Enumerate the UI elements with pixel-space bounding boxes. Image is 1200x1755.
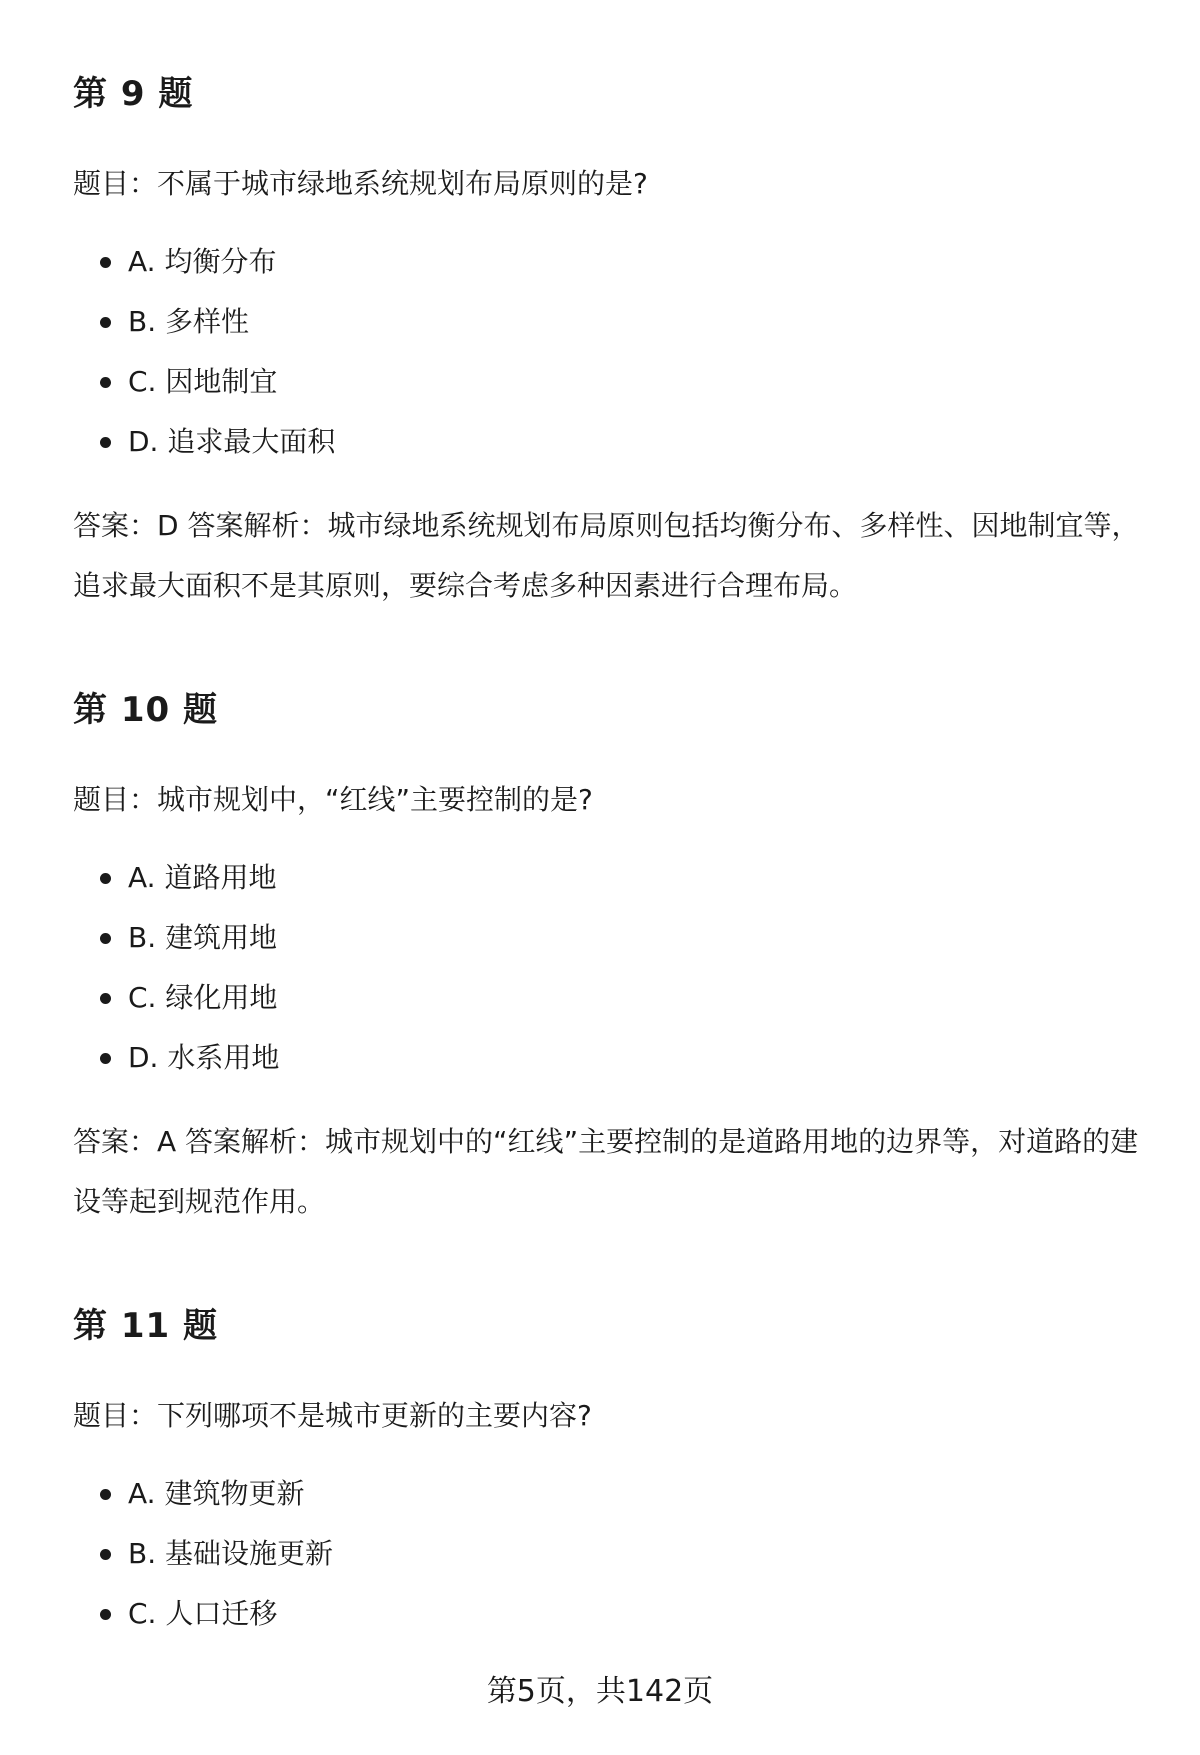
option-a: A. 建筑物更新 (73, 1474, 1153, 1534)
question-stem: 题目：下列哪项不是城市更新的主要内容? (73, 1399, 592, 1432)
answer-explanation: 答案：A 答案解析：城市规划中的“红线”主要控制的是道路用地的边界等，对道路的建设等起到规范作用。 (73, 1125, 1139, 1218)
question-stem: 题目：城市规划中，“红线”主要控制的是? (73, 783, 593, 816)
option-a: A. 均衡分布 (73, 242, 1153, 302)
option-d: D. 追求最大面积 (73, 422, 1153, 482)
option-c: C. 绿化用地 (73, 978, 1153, 1038)
option-b: B. 建筑用地 (73, 918, 1153, 978)
option-d: D. 水系用地 (73, 1038, 1153, 1098)
option-b: B. 基础设施更新 (73, 1534, 1153, 1594)
option-list (73, 242, 1153, 482)
question-title: 第 10 题 (73, 690, 218, 730)
answer-explanation: 答案：D 答案解析：城市绿地系统规划布局原则包括均衡分布、多样性、因地制宜等，追求最大面积不是其原则，要综合考虑多种因素进行合理布局。 (73, 509, 1140, 602)
question-title: 第 11 题 (73, 1306, 218, 1346)
question-stem: 题目：不属于城市绿地系统规划布局原则的是? (73, 167, 648, 200)
question-9 (73, 72, 1153, 616)
question-10 (73, 688, 1153, 1232)
option-list (73, 858, 1153, 1098)
question-11 (73, 1304, 1153, 1654)
option-b: B. 多样性 (73, 302, 1153, 362)
option-c: C. 因地制宜 (73, 362, 1153, 422)
option-c: C. 人口迁移 (73, 1594, 1153, 1654)
option-list (73, 1474, 1153, 1654)
page-number: 第5页，共142页 (486, 1674, 714, 1709)
option-a: A. 道路用地 (73, 858, 1153, 918)
question-title: 第 9 题 (73, 74, 194, 114)
